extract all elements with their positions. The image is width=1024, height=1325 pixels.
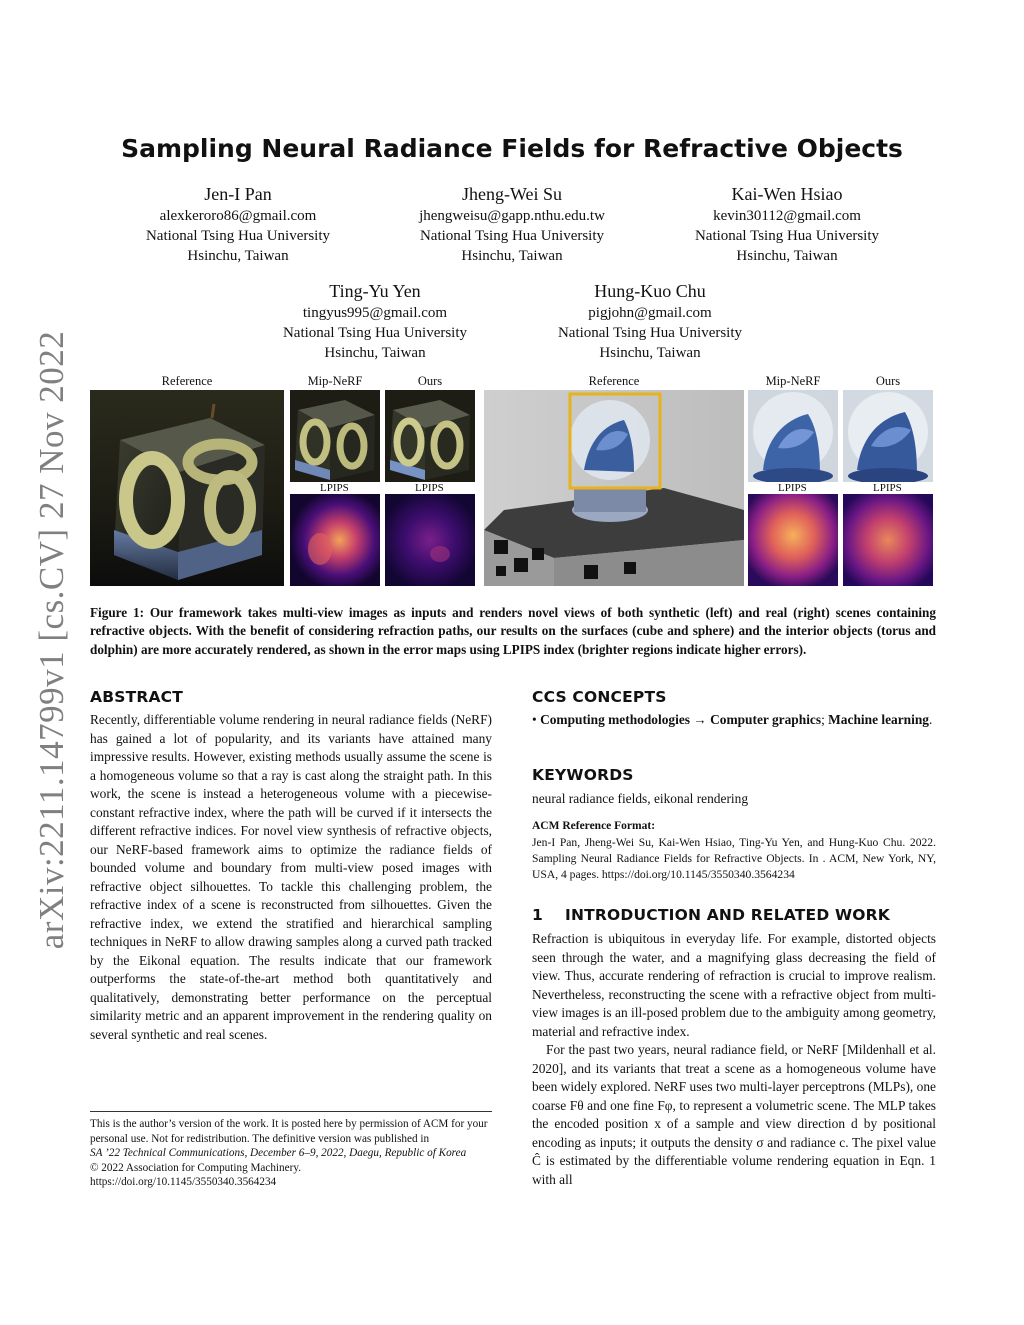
author-block: [382, 182, 642, 266]
lpips-label: LPIPS: [320, 482, 349, 494]
author-location: Hsinchu, Taiwan: [187, 248, 289, 264]
lpips-label: LPIPS: [873, 482, 902, 494]
cube-mipnerf-image: [290, 390, 380, 482]
cube-ours-lpips-map: [385, 494, 475, 586]
label-mipnerf-synthetic: Mip-NeRF: [307, 374, 363, 388]
snowglobe-mipnerf-image: [748, 390, 838, 482]
author-email: alexkeroro86@gmail.com: [159, 208, 317, 224]
author-block: [108, 182, 368, 266]
lpips-label: LPIPS: [778, 482, 807, 494]
author-email: kevin30112@gmail.com: [713, 208, 861, 224]
snowglobe-ours-image: [843, 390, 933, 482]
section-title: INTRODUCTION AND RELATED WORK: [565, 906, 891, 924]
author-block: [245, 279, 505, 363]
acm-ref-text: Jen-I Pan, Jheng-Wei Su, Kai-Wen Hsiao, Ting-Yu Yen, and Hung-Kuo Chu. 2022. Sampling Neural Radiance Fields for Refractive Objects. In . ACM, New York, NY, USA, 4 pages. https://doi.org/10.1145/3550340.3564234: [532, 836, 936, 882]
ccs-separator: ;: [821, 712, 825, 727]
author-location: Hsinchu, Taiwan: [736, 248, 838, 264]
ccs-heading: CCS CONCEPTS: [532, 688, 667, 706]
acm-ref-heading: ACM Reference Format:: [532, 820, 656, 832]
author-email: tingyus995@gmail.com: [302, 305, 448, 321]
author-location: Hsinchu, Taiwan: [324, 345, 426, 361]
ccs-term: Machine learning: [828, 712, 929, 727]
ccs-concepts: [532, 711, 936, 730]
ccs-term: Computer graphics: [710, 712, 822, 727]
cube-reference-image: [90, 390, 284, 586]
section-number: 1: [532, 906, 543, 924]
ccs-end: .: [928, 712, 933, 727]
label-ours-real: Ours: [875, 374, 901, 388]
ccs-bullet: •: [532, 712, 537, 727]
author-name: Jen-I Pan: [204, 184, 272, 204]
label-ours-synthetic: Ours: [417, 374, 443, 388]
label-reference-synthetic: Reference: [161, 374, 213, 388]
abstract-heading: ABSTRACT: [90, 688, 184, 706]
ccs-arrow: →: [693, 712, 707, 727]
snowglobe-reference-image: [484, 390, 744, 586]
author-block: [657, 182, 917, 266]
author-name: Kai-Wen Hsiao: [731, 184, 843, 204]
author-affiliation: National Tsing Hua University: [145, 228, 331, 244]
author-email: pigjohn@gmail.com: [588, 305, 712, 321]
author-block: [520, 279, 780, 363]
cube-mipnerf-lpips-map: [290, 494, 380, 586]
intro-heading: [532, 906, 890, 924]
snowglobe-ours-lpips-map: [843, 494, 933, 586]
keywords-heading: KEYWORDS: [532, 766, 634, 784]
figure-caption: Figure 1: Our framework takes multi-view images as inputs and renders novel views of both synthetic (left) and real (right) scenes containing refractive objects. With the benefit of considering refraction paths, our results on the surfaces (cube and sphere) and the interior objects (torus and dolphin) are more accurately rendered, as shown in the error maps using LPIPS index (brighter regions indicate higher errors).: [90, 605, 936, 657]
arxiv-side-label: arXiv:2211.14799v1 [cs.CV] 27 Nov 2022: [32, 330, 71, 950]
author-affiliation: National Tsing Hua University: [694, 228, 880, 244]
snowglobe-mipnerf-lpips-map: [748, 494, 838, 586]
lpips-label: LPIPS: [415, 482, 444, 494]
author-name: Hung-Kuo Chu: [594, 281, 706, 301]
author-affiliation: National Tsing Hua University: [282, 325, 468, 341]
intro-paragraph-1: Refraction is ubiquitous in everyday life. For example, distorted objects seen through the water, and a magnifying glass decreasing the field of view. Thus, accurate rendering of refraction is crucial to improve realism. Nevertheless, reconstructing the scene with a refractive object from multi-view images is an ill-posed problem due to the ambiguity among geometry, material and refractive index.: [532, 931, 936, 1039]
footnote-copyright: © 2022 Association for Computing Machinery.: [90, 1161, 301, 1174]
paper-title: Sampling Neural Radiance Fields for Refractive Objects: [121, 134, 903, 163]
footnote-rule: [90, 1111, 492, 1112]
author-location: Hsinchu, Taiwan: [599, 345, 701, 361]
label-reference-real: Reference: [588, 374, 640, 388]
author-name: Ting-Yu Yen: [329, 281, 421, 301]
author-affiliation: National Tsing Hua University: [557, 325, 743, 341]
footnote-venue: SA ’22 Technical Communications, December 6–9, 2022, Daegu, Republic of Korea: [90, 1147, 467, 1160]
author-affiliation: National Tsing Hua University: [419, 228, 605, 244]
footnote-text: This is the author’s version of the work. It is posted here by permission of ACM for your personal use. Not for redistribution. The definitive version was published in: [90, 1118, 488, 1145]
author-email: jhengweisu@gapp.nthu.edu.tw: [419, 208, 605, 224]
label-mipnerf-real: Mip-NeRF: [765, 374, 821, 388]
author-name: Jheng-Wei Su: [461, 184, 563, 204]
abstract-text: Recently, differentiable volume rendering in neural radiance fields (NeRF) has gained a lot of popularity, and its variants have attained many impressive results. However, existing methods usually assume the scene is a homogeneous volume so that a ray is cast along the straight path. In this work, the scene is instead a heterogeneous volume with a piecewise-constant refractive index, where the path will be curved if it intersects the different refractive indices. For novel view synthesis of refractive objects, our NeRF-based framework aims to optimize the radiance fields of bounded volume and boundary from multi-view posed images with refractive object silhouettes. To tackle this challenging problem, the refractive index of a scene is reconstructed from silhouettes. Given the refractive index, we extend the stratified and hierarchical sampling techniques in NeRF to allow drawing samples along a curved path tracked by the Eikonal equation. The results indicate that our framework outperforms the state-of-the-art method both quantitatively and qualitatively, demonstrating better performance on the perceptual similarity metric and an apparent improvement in the rendering quality on several synthetic and real scenes.: [90, 712, 492, 1042]
intro-paragraph-2: For the past two years, neural radiance field, or NeRF [Mildenhall et al. 2020], and its variants that treat a scene as a homogeneous volume have been widely explored. NeRF uses two multi-layer perceptrons (MLPs), one coarse Fθ and one fine Fφ, to represent a volumetric scene. The MLP takes the encoded position x of a sample and view direction d by positional encoding as inputs; it outputs the density σ and radiance c. The pixel value Ĉ is estimated by the differentiable volume rendering equation in Eqn. 1 with all: [532, 1042, 936, 1187]
footnote-doi[interactable]: https://doi.org/10.1145/3550340.3564234: [90, 1176, 277, 1189]
author-location: Hsinchu, Taiwan: [461, 248, 563, 264]
cube-ours-image: [385, 390, 475, 482]
ccs-term: Computing methodologies: [540, 712, 690, 727]
keywords-text: neural radiance fields, eikonal rendering: [532, 791, 749, 806]
footnote: [90, 1117, 492, 1190]
